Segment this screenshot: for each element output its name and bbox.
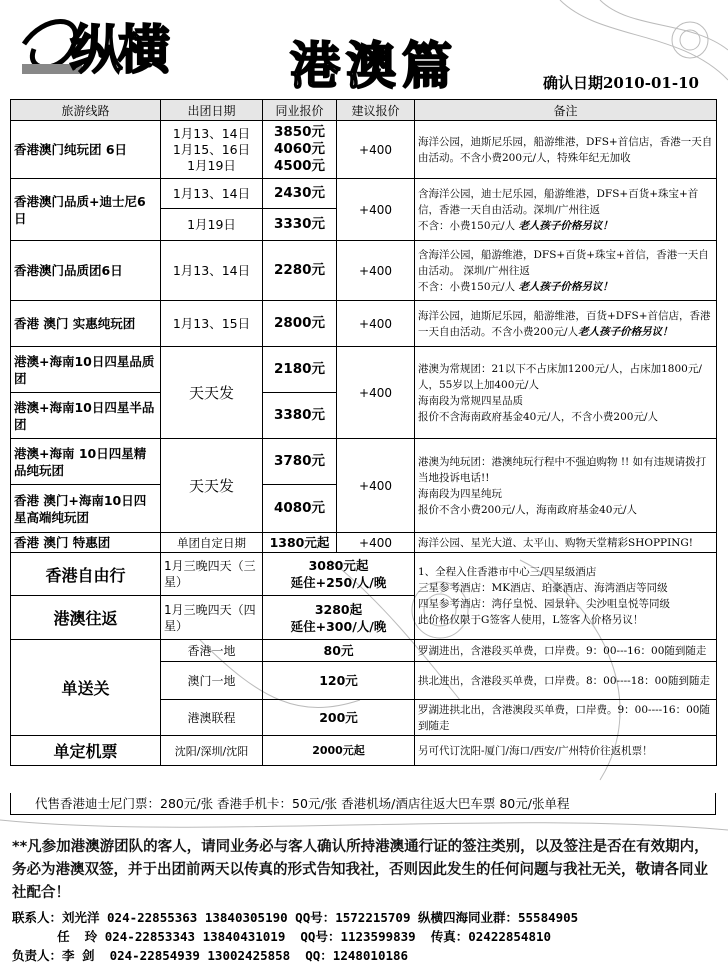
trade-price: 2800元 <box>263 301 337 347</box>
table-row <box>11 736 717 766</box>
transfer-name: 香港一地 <box>161 640 263 662</box>
remark-line: 含海洋公园，船游维港，DFS+百货+珠宝+首信，香港一天自由活动。 深圳/广州往返 <box>418 248 709 277</box>
remark-line: 此价格仅限于G签客人使用，L签客人价格另议！ <box>418 614 644 626</box>
table-row <box>11 553 717 596</box>
suggest-price: +400 <box>337 241 415 301</box>
remark-line: 报价不含小费200元/人，海南政府基金40元/人 <box>418 503 637 516</box>
free-travel-price-1 <box>263 553 415 596</box>
tour-dates: 天天发 <box>161 347 263 439</box>
remark-line: 不含：小费150元/人 <box>418 280 516 293</box>
suggest-price: +400 <box>337 439 415 533</box>
remark: 另可代订沈阳-厦门/海口/西安/广州特价往返机票！ <box>415 736 717 766</box>
remark <box>415 179 717 241</box>
route-name: 香港 澳门 特惠团 <box>11 533 161 553</box>
col-suggest: 建议报价 <box>337 100 415 121</box>
round-trip-label: 港澳往返 <box>11 596 161 640</box>
transfer-name: 澳门一地 <box>161 662 263 700</box>
remark-line: 海南段为常规四星品质 <box>418 394 523 407</box>
suggest-price: +400 <box>337 121 415 179</box>
visa-notice: **凡参加港澳游团队的客人，请同业务必与客人确认所持港澳通行证的签注类别，以及签注是否在有效期内，务必为港澳双签，并于出团前两天以传真的形式告知我社，否则因此发生的任何问题与我社无关，敬请各同业社配合！ <box>12 839 709 901</box>
contact-line: 联系人：刘光洋 024-22855363 13840305190 QQ号：1572215709 纵横四海同业群：55584905 <box>12 910 579 925</box>
transfer-label: 单送关 <box>11 640 161 736</box>
suggest-price: +400 <box>337 301 415 347</box>
transfer-price: 120元 <box>263 662 415 700</box>
trade-price <box>263 121 337 179</box>
trade-price: 3380元 <box>263 393 337 439</box>
suggest-price: +400 <box>337 179 415 241</box>
remark-line: 海洋公园，迪斯尼乐园，船游维港，百货+DFS+首信店，香港一天自由活动。不含小费200元/人 <box>418 309 711 338</box>
route-name: 香港澳门品质团6日 <box>11 241 161 301</box>
remark: 海洋公园，迪斯尼乐园，船游维港，DFS+首信店，香港一天自由活动。不含小费200元/人，特殊年纪无加收 <box>415 121 717 179</box>
trade-price: 4080元 <box>263 485 337 533</box>
remark: 拱北进出，含港段买单费，口岸费。8：00----18：00随到随走 <box>415 662 717 700</box>
free-travel-label: 香港自由行 <box>11 553 161 596</box>
route-name: 香港 澳门 实惠纯玩团 <box>11 301 161 347</box>
remark-emphasis: 老人孩子价格另议！ <box>578 325 673 338</box>
air-ticket-label: 单定机票 <box>11 736 161 766</box>
table-row <box>11 301 717 347</box>
remark: 罗湖进拱北出，含港澳段买单费，口岸费。9：00----16：00随到随走 <box>415 700 717 736</box>
table-row <box>11 347 717 393</box>
route-name: 港澳+海南10日四星品质团 <box>11 347 161 393</box>
route-name: 港澳+海南 10日四星精品纯玩团 <box>11 439 161 485</box>
remark-line: 海南段为四星纯玩 <box>418 487 502 500</box>
remark: 海洋公园、星光大道、太平山、购物天堂精彩SHOPPING! <box>415 533 717 553</box>
contact-line: 任 玲 024-22853343 13840431019 QQ号：1123599839 传真：02422854810 <box>12 929 552 944</box>
table-row <box>11 533 717 553</box>
remark <box>415 439 717 533</box>
trade-price: 3330元 <box>263 209 337 241</box>
route-name: 香港 澳门+海南10日四星高端纯玩团 <box>11 485 161 533</box>
remark-emphasis: 老人孩子价格另议！ <box>518 280 613 293</box>
price-line: 4060元 <box>273 141 326 157</box>
transfer-price: 200元 <box>263 700 415 736</box>
page-title: 港澳篇 <box>290 36 458 95</box>
contact-line: 负责人：李 剑 024-22854939 13002425858 QQ：1248010186 <box>12 948 409 963</box>
suggest-price: +400 <box>337 533 415 553</box>
remark-line: 四星参考酒店：湾仔皇悦、园景轩、尖沙咀皇悦等同级 <box>418 598 670 610</box>
trade-price: 3780元 <box>263 439 337 485</box>
price-extension: 延住+250/人/晚 <box>290 575 387 590</box>
remark <box>415 241 717 301</box>
tour-dates: 单团自定日期 <box>161 533 263 553</box>
tour-dates <box>161 121 263 179</box>
route-name: 港澳+海南10日四星半品团 <box>11 393 161 439</box>
date-line: 1月13、14日 <box>172 125 251 141</box>
ticket-price: 2000元起 <box>263 736 415 766</box>
ticket-route: 沈阳/深圳/沈阳 <box>161 736 263 766</box>
tour-dates: 1月13、15日 <box>161 301 263 347</box>
price-line: 3080元起 <box>308 558 369 573</box>
table-header-row <box>11 100 717 121</box>
remark-line: 三星参考酒店：MK酒店、珀豪酒店、海湾酒店等同级 <box>418 582 668 594</box>
remark <box>415 347 717 439</box>
free-travel-option-2: 1月三晚四天（四星） <box>161 596 263 640</box>
tour-dates: 天天发 <box>161 439 263 533</box>
extra-services-strip: 代售香港迪士尼门票：280元/张 香港手机卡：50元/张 香港机场/酒店往返大巴车票 80元/张单程 <box>10 793 716 815</box>
transfer-name: 港澳联程 <box>161 700 263 736</box>
free-travel-option-1: 1月三晚四天（三星） <box>161 553 263 596</box>
table-row <box>11 121 717 179</box>
remark-emphasis: 老人孩子价格另议！ <box>518 219 613 232</box>
col-note: 备注 <box>415 100 717 121</box>
remark: 罗湖进出，含港段买单费，口岸费。9：00---16：00随到随走 <box>415 640 717 662</box>
tour-dates: 1月13、14日 <box>161 241 263 301</box>
header <box>0 0 728 98</box>
remark <box>415 301 717 347</box>
contact-info <box>12 908 716 965</box>
remark <box>415 553 717 640</box>
table-row <box>11 241 717 301</box>
col-dates: 出团日期 <box>161 100 263 121</box>
date-line: 1月19日 <box>187 157 236 173</box>
remark-line: 不含：小费150元/人 <box>418 219 516 232</box>
table-row <box>11 640 717 662</box>
price-line: 4500元 <box>273 158 326 174</box>
price-extension: 延住+300/人/晚 <box>290 618 387 634</box>
tour-dates: 1月13、14日 <box>161 179 263 209</box>
free-travel-price-2 <box>263 596 415 640</box>
price-line: 3280起 <box>314 601 363 617</box>
tour-dates: 1月19日 <box>161 209 263 241</box>
transfer-price: 80元 <box>263 640 415 662</box>
date-line: 1月15、16日 <box>172 141 251 157</box>
tour-price-table <box>10 99 717 766</box>
trade-price: 1380元起 <box>263 533 337 553</box>
company-logo-text: 纵横 <box>70 20 167 81</box>
trade-price: 2430元 <box>263 179 337 209</box>
remark-line: 1、全程入住香港市中心三/四星级酒店 <box>418 566 597 578</box>
price-line: 3850元 <box>273 124 326 140</box>
trade-price: 2180元 <box>263 347 337 393</box>
remark-line: 港澳为纯玩团：港澳纯玩行程中不强迫购物 !! 如有违规请拨打当地投诉电话!! <box>418 455 707 484</box>
route-name: 香港澳门品质+迪士尼6日 <box>11 179 161 241</box>
remark-line: 含海洋公园，迪士尼乐园，船游维港，DFS+百货+珠宝+首信，香港一天自由活动。深圳/广州往返 <box>418 187 699 216</box>
trade-price: 2280元 <box>263 241 337 301</box>
table-row <box>11 439 717 485</box>
remark-line: 报价不含海南政府基金40元/人，不含小费200元/人 <box>418 410 658 423</box>
col-route: 旅游线路 <box>11 100 161 121</box>
col-price: 同业报价 <box>263 100 337 121</box>
suggest-price: +400 <box>337 347 415 439</box>
remark-line: 港澳为常规团：21以下不占床加1200元/人，占床加1800元/人，55岁以上加400元/人 <box>418 362 702 391</box>
confirm-date: 确认日期2010-01-10 <box>543 74 699 92</box>
route-name: 香港澳门纯玩团 6日 <box>11 121 161 179</box>
table-row <box>11 179 717 209</box>
